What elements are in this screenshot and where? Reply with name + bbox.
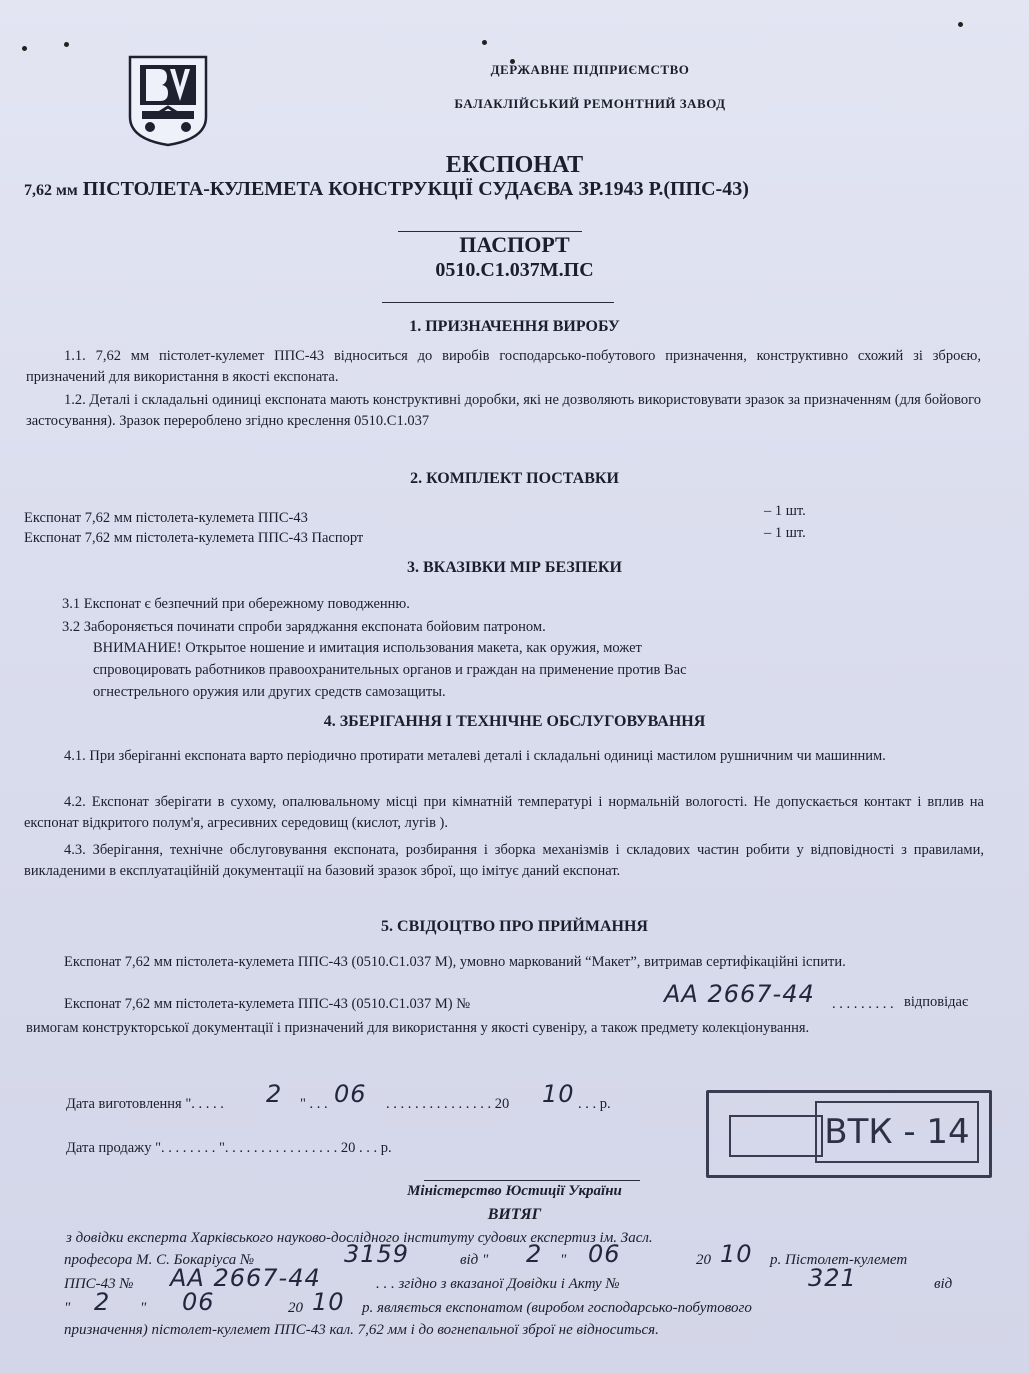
extract-line-3c: від [934, 1276, 953, 1292]
safety-line: 3.2 Забороняється починати спроби заряджання експоната бойовим патроном. [62, 619, 546, 635]
handwritten-ref-year: 10 [720, 1240, 753, 1268]
section-4-p2: 4.2. Експонат зберігати в сухому, опалювальному місці при кімнатній температурі і нормальній вологості. Не допускається контакт і вплив на експонат відкритого полум'я, агресивних середовищ (кислот, лугів ). [24, 794, 984, 831]
handwritten-serial-2: АА 2667-44 [170, 1264, 321, 1292]
section-4-p3: 4.3. Зберігання, технічне обслуговування експоната, розбирання і зборка механізмів і складових частин робити у відповідності з правилами, викладеними в експлуатаційній документації на базовий зразок зброї, що імітує даний експонат. [24, 842, 984, 879]
extract-line-2d: 20 [696, 1252, 711, 1268]
extract-line-4c: 20 [288, 1300, 303, 1316]
dot-leader: . . . . . . . . . [832, 996, 894, 1012]
section-5-p2-rest: вимогам конструкторської документації і призначений для використання у якості сувеніру, а також предмету колекціонування. [26, 1020, 810, 1036]
kit-item-name: Експонат 7,62 мм пістолета-кулемета ППС-43 Паспорт [24, 530, 364, 546]
punch-dot [22, 46, 27, 51]
handwritten-act-number: 321 [808, 1264, 857, 1292]
ministry-name [0, 1183, 1029, 1200]
sale-date-field: Дата продажу ". . . . . . . . ". . . . . . . . . . . . . . . . 20 . . . р. [66, 1140, 392, 1156]
document-title: ЕКСПОНАТ [445, 152, 584, 178]
section-4-heading: 4. ЗБЕРІГАННЯ І ТЕХНІЧНЕ ОБСЛУГОВУВАННЯ [323, 713, 706, 730]
extract-line-4d: р. являється експонатом (виробом господарсько-побутового [362, 1300, 752, 1316]
stamp-inner-box [729, 1115, 823, 1157]
stamp-text: ВТК - 14 [815, 1101, 979, 1163]
section-1-heading: 1. ПРИЗНАЧЕННЯ ВИРОБУ [409, 318, 620, 335]
passport-code: 0510.С1.037М.ПС [435, 259, 594, 281]
section-5-p1: Експонат 7,62 мм пістолета-кулемета ППС-43 (0510.С1.037 М), умовно маркований “Макет”, витримав сертифікаційні іспити. [64, 954, 846, 970]
section-2-heading: 2. КОМПЛЕКТ ПОСТАВКИ [410, 470, 619, 487]
handwritten-ref-day: 2 [526, 1240, 543, 1268]
warning-line: спровоцировать работников правоохранительных органов и граждан на применение против Вас [93, 662, 687, 678]
kit-item-name: Експонат 7,62 мм пістолета-кулемета ППС-43 [24, 510, 308, 526]
handwritten-act-day: 2 [94, 1288, 111, 1316]
handwritten-serial: АА 2667-44 [664, 980, 815, 1008]
org-type: ДЕРЖАВНЕ ПІДПРИЄМСТВО [490, 62, 690, 77]
document-subtitle [24, 178, 1014, 201]
punch-dot [64, 42, 69, 47]
manufacture-date-label: Дата виготовлення ". . . . . [66, 1096, 224, 1112]
extract-line-5: призначення) пістолет-кулемет ППС-43 кал. 7,62 мм і до вогнепальної зброї не відноситься. [64, 1322, 659, 1338]
dot-leader: . . . . . . . . . . . . . . . 20 [386, 1096, 510, 1112]
section-5-p2-end: відповідає [904, 994, 969, 1010]
date-end: . . . р. [578, 1096, 611, 1112]
section-4-p1: 4.1. При зберіганні експоната варто періодично протирати металеві деталі і складальні одиниці мастилом рушничним чи машинним. [64, 748, 886, 764]
extract-line-3a: ППС-43 № [64, 1276, 134, 1292]
handwritten-year: 10 [542, 1080, 575, 1108]
handwritten-act-year: 10 [312, 1288, 345, 1316]
handwritten-act-month: 06 [182, 1288, 215, 1316]
extract-label [0, 1206, 1029, 1224]
safety-line: 3.1 Експонат є безпечний при обережному поводженню. [62, 596, 410, 612]
divider [424, 1180, 640, 1181]
section-1-p1: 1.1. 7,62 мм пістолет-кулемет ППС-43 відноситься до виробів господарсько-побутового призначення, конструктивно схожий зі зброєю, призначений для використання в якості експоната. [26, 348, 981, 385]
extract-label-text: ВИТЯГ [487, 1206, 542, 1223]
otk-stamp [706, 1090, 992, 1178]
passport-label: ПАСПОРТ [459, 232, 570, 257]
punch-dot [482, 40, 487, 45]
extract-line-2a: професора М. С. Бокаріуса № [64, 1252, 255, 1268]
handwritten-ref-month: 06 [588, 1240, 621, 1268]
factory-logo-emblem [128, 55, 208, 147]
section-3-heading: 3. ВКАЗІВКИ МІР БЕЗПЕКИ [407, 559, 622, 576]
org-name: БАЛАКЛІЙСЬКИЙ РЕМОНТНИЙ ЗАВОД [454, 96, 726, 111]
divider [382, 302, 614, 303]
extract-line-4a: " [64, 1300, 71, 1316]
warning-line: огнестрельного оружия или других средств самозащиты. [93, 684, 446, 700]
extract-line-2c: " [560, 1252, 567, 1268]
extract-line-3b: . . . згідно з вказаної Довідки і Акту № [376, 1276, 620, 1292]
kit-item-qty: – 1 шт. [764, 503, 806, 519]
section-5-p2-start: Експонат 7,62 мм пістолета-кулемета ППС-43 (0510.С1.037 М) № [64, 996, 471, 1012]
caliber-prefix: 7,62 мм [24, 182, 78, 199]
handwritten-month: 06 [334, 1080, 367, 1108]
warning-line: ВНИМАНИЕ! Открытое ношение и имитация использования макета, как оружия, может [93, 640, 642, 656]
date-separator: " . . . [300, 1096, 328, 1112]
kit-item-qty: – 1 шт. [764, 525, 806, 541]
extract-line-1: з довідки експерта Харківського науково-дослідного інституту судових експертиз ім. Засл. [66, 1230, 653, 1246]
handwritten-ref-number: 3159 [344, 1240, 410, 1268]
section-5-heading: 5. СВІДОЦТВО ПРО ПРИЙМАННЯ [381, 918, 648, 935]
section-1-p2: 1.2. Деталі і складальні одиниці експоната мають конструктивні доробки, які не дозволяють використовувати зразок за призначенням (для бойового застосування). Зразок перероблено згідно креслення 0510.С1.037 [26, 392, 981, 429]
extract-line-2b: від " [460, 1252, 489, 1268]
extract-line-2e: р. Пістолет-кулемет [770, 1252, 908, 1268]
punch-dot [958, 22, 963, 27]
subtitle-text: ПІСТОЛЕТА-КУЛЕМЕТА КОНСТРУКЦІЇ СУДАЄВА ЗР.1943 Р.(ППС-43) [82, 178, 749, 200]
ministry-text: Міністерство Юстиції України [407, 1183, 622, 1199]
handwritten-day: 2 [266, 1080, 283, 1108]
extract-line-4b: " [140, 1300, 147, 1316]
